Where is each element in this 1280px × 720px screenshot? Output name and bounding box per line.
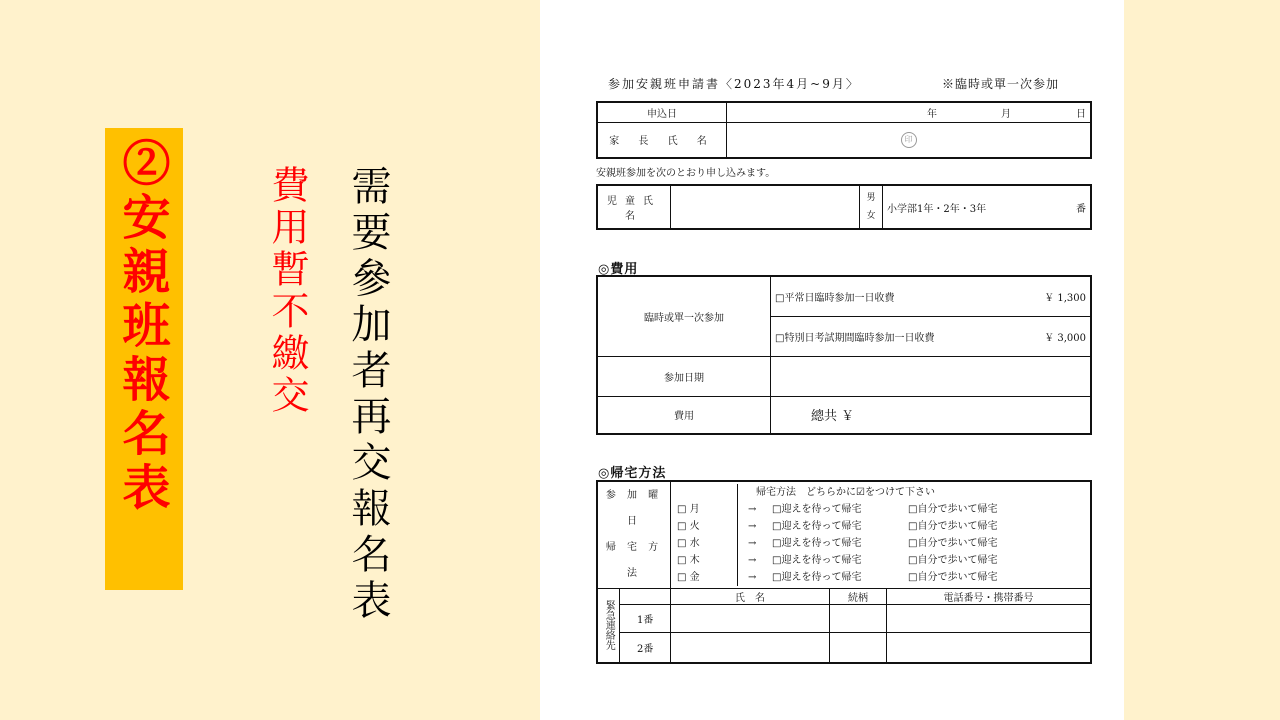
grade-text: 小学部1年・2年・3年 — [887, 203, 987, 215]
title-text: 安親班報名表 — [114, 192, 170, 516]
contact-row-1-name — [671, 605, 830, 633]
gender-cell — [860, 185, 883, 229]
return-method-table — [596, 480, 1092, 664]
fee-option-1-price: ￥ 1,300 — [1044, 292, 1086, 304]
weekday-mon: □ 月 — [677, 504, 700, 515]
walk-option: □自分で歩いて帰宅 — [908, 504, 998, 515]
gender-female: 女 — [866, 211, 876, 221]
contact-row-1-phone — [887, 605, 1092, 633]
slide-title — [114, 138, 170, 516]
contact-row-2-phone — [887, 633, 1092, 663]
day-method-label-cell — [597, 481, 671, 589]
year-label: 年 — [927, 109, 937, 121]
method-row-4 — [748, 552, 1084, 569]
cost-total: 總共 ￥ — [771, 396, 1092, 434]
emergency-contact-label-cell — [597, 589, 620, 663]
form-intro: 安親班参加を次のとおり申し込みます。 — [596, 168, 776, 179]
weekday-wed: □ 水 — [677, 538, 700, 549]
seal-icon: 印 — [901, 132, 917, 148]
pickup-option: □迎えを待って帰宅 — [772, 538, 862, 549]
walk-option: □自分で歩いて帰宅 — [908, 572, 998, 583]
fee-option-2-price: ￥ 3,000 — [1044, 332, 1086, 344]
temp-participation-label: 臨時或單一次参加 — [597, 276, 771, 356]
contact-row-1-relation — [830, 605, 887, 633]
day-label: 日 — [1076, 109, 1086, 121]
fee-option-1-label: □平常日臨時参加一日收費 — [775, 292, 895, 304]
return-section-title: ◎帰宅方法 — [598, 466, 667, 481]
child-name-cell — [671, 185, 860, 229]
method-row-1 — [748, 501, 1084, 518]
need-note: 需要參加者再交報名表 — [345, 165, 391, 625]
method-label: 帰 宅 方 法 — [605, 542, 663, 579]
fee-note: 費用暫不繳交 — [265, 165, 309, 417]
gender-male: 男 — [866, 193, 876, 203]
weekday-fri: □ 金 — [677, 572, 700, 583]
col-name-header: 氏 名 — [671, 589, 830, 605]
apply-date-cell — [727, 102, 1092, 122]
right-background — [1124, 0, 1280, 720]
arrow-icon: → — [748, 504, 757, 515]
parent-name-cell — [727, 122, 1092, 158]
participation-date-label: 参加日期 — [597, 356, 771, 396]
child-name-label: 児童氏名 — [597, 185, 671, 229]
contact-row-2-name — [671, 633, 830, 663]
arrow-icon: → — [748, 572, 757, 583]
grade-cell — [883, 185, 1092, 229]
col-relation-header: 続柄 — [830, 589, 887, 605]
fee-section-title: ◎費用 — [598, 262, 639, 277]
header-blank — [620, 589, 671, 605]
pickup-option: □迎えを待って帰宅 — [772, 521, 862, 532]
arrow-icon: → — [748, 538, 757, 549]
method-instruction: 帰宅方法 どちらかに☑をつけて下さい — [756, 487, 935, 498]
month-label: 月 — [1001, 109, 1011, 121]
method-options — [737, 484, 1084, 586]
parent-info-table — [596, 101, 1092, 159]
cost-label: 費用 — [597, 396, 771, 434]
arrow-icon: → — [748, 521, 757, 532]
fee-table — [596, 275, 1092, 435]
contact-row-2-label: 2番 — [620, 633, 671, 663]
weekday-thu: □ 木 — [677, 555, 700, 566]
number-label: 番 — [1076, 203, 1086, 215]
parent-name-label: 家 長 氏 名 — [597, 122, 727, 158]
method-row-3 — [748, 535, 1084, 552]
col-phone-header: 電話番号・携帯番号 — [887, 589, 1092, 605]
contact-row-2-relation — [830, 633, 887, 663]
participation-date-cell — [771, 356, 1092, 396]
apply-date-label: 申込日 — [597, 102, 727, 122]
fee-option-2 — [771, 316, 1092, 356]
application-form-image — [540, 0, 1124, 720]
fee-option-1 — [771, 276, 1092, 316]
walk-option: □自分で歩いて帰宅 — [908, 521, 998, 532]
pickup-option: □迎えを待って帰宅 — [772, 572, 862, 583]
form-heading: 参加安親班申請書〈2023年4月~9月〉 — [608, 77, 860, 91]
emergency-contact-label: 緊急連絡先 — [603, 600, 615, 651]
day-method-options — [671, 481, 1092, 589]
fee-option-2-label: □特別日考試期間臨時参加一日收費 — [775, 332, 935, 344]
arrow-icon: → — [748, 555, 757, 566]
method-row-2 — [748, 518, 1084, 535]
form-heading-note: ※臨時或單一次参加 — [942, 77, 1060, 91]
pickup-option: □迎えを待って帰宅 — [772, 504, 862, 515]
day-label: 参 加 曜 日 — [605, 490, 663, 527]
method-row-5 — [748, 569, 1084, 586]
walk-option: □自分で歩いて帰宅 — [908, 538, 998, 549]
contact-row-1-label: 1番 — [620, 605, 671, 633]
title-number: ② — [114, 138, 170, 192]
weekday-tue: □ 火 — [677, 521, 700, 532]
walk-option: □自分で歩いて帰宅 — [908, 555, 998, 566]
pickup-option: □迎えを待って帰宅 — [772, 555, 862, 566]
child-info-table — [596, 184, 1092, 230]
weekday-list — [677, 484, 737, 586]
